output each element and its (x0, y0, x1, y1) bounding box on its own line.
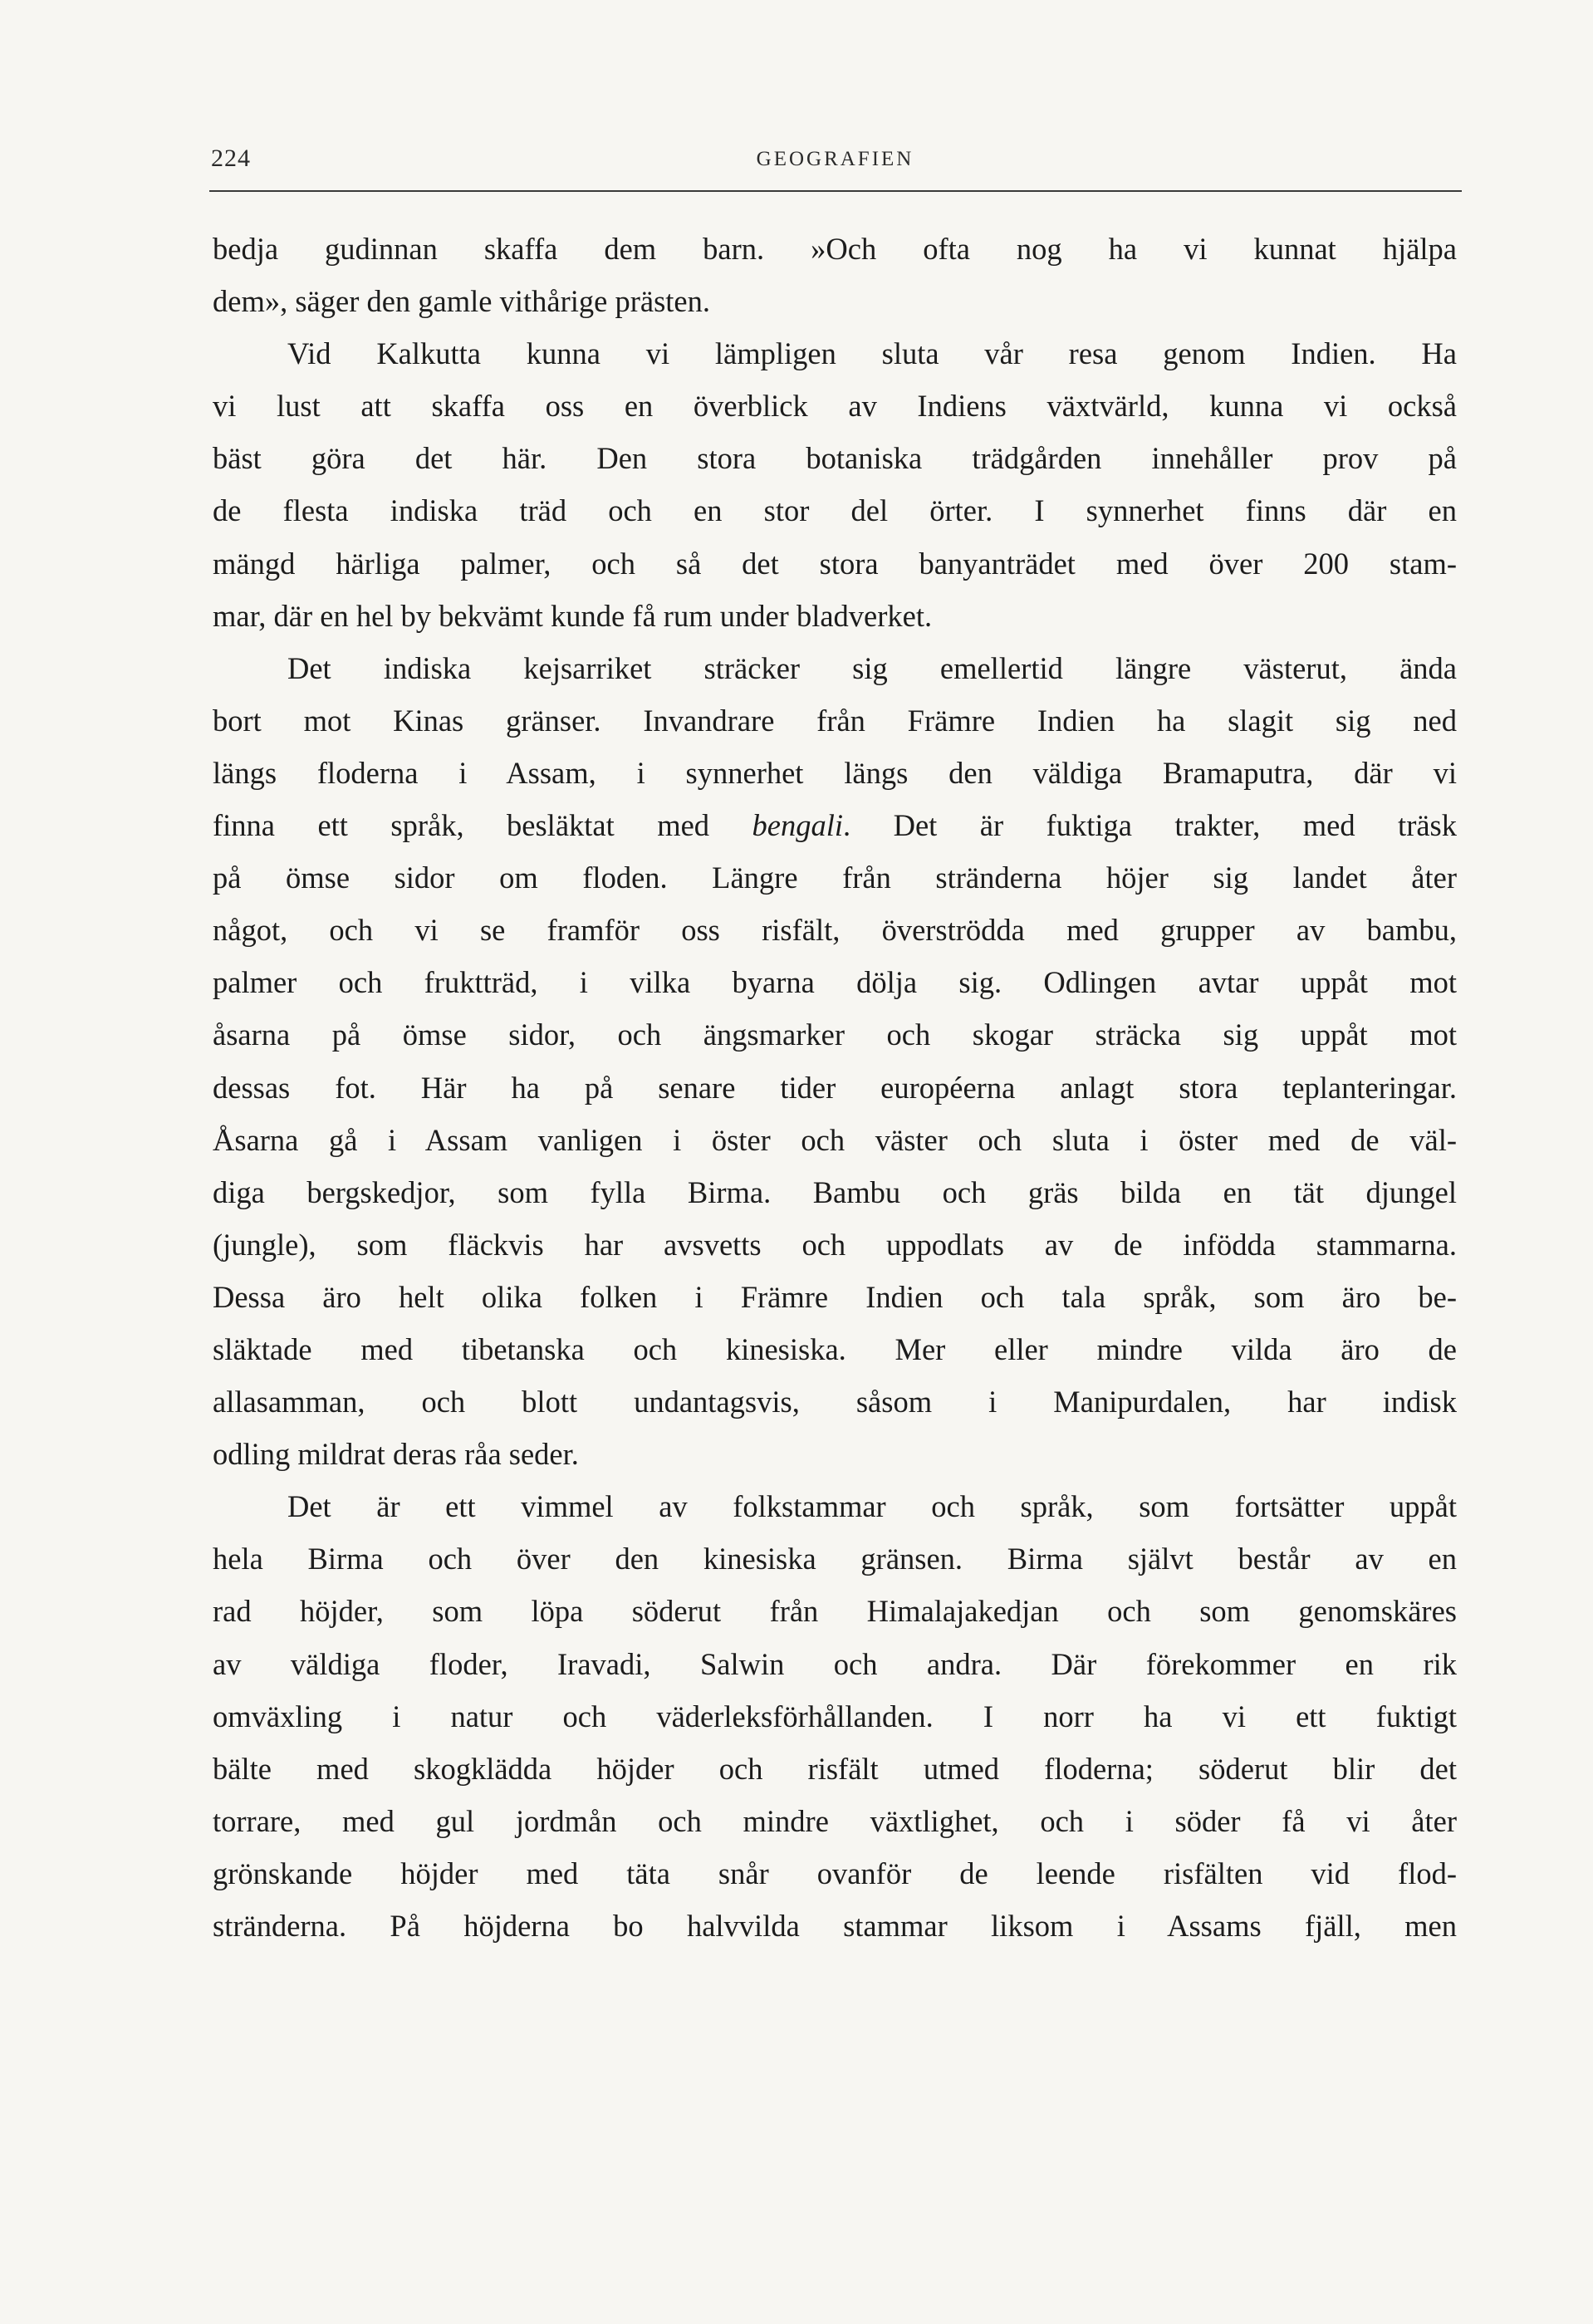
text-line: mar, där en hel by bekvämt kunde få rum under bladverket. (213, 598, 933, 633)
text-line: odling mildrat deras råa seder. (213, 1437, 579, 1472)
page-number: 224 (211, 145, 251, 172)
text-line: stränderna. På höjderna bo halvvilda stammar liksom i Assams fjäll, men (213, 1909, 1457, 1943)
italic-term: bengali (752, 808, 843, 843)
text-line: mängd härliga palmer, och så det stora banyanträdet med över 200 stam- (213, 546, 1457, 581)
text-line: vi lust att skaffa oss en överblick av Indiens växtvärld, kunna vi också (213, 389, 1457, 424)
text-line: hela Birma och över den kinesiska gränsen. Birma självt består av en (213, 1542, 1457, 1576)
text-line: dem», säger den gamle vithårige prästen. (213, 284, 710, 319)
text-line: längs floderna i Assam, i synnerhet längs den väldiga Bramaputra, där vi (213, 755, 1457, 790)
text-line: bäst göra det här. Den stora botaniska trädgården innehåller prov på (213, 441, 1457, 476)
text-line: bälte med skogklädda höjder och risfält utmed floderna; söderut blir det (213, 1751, 1457, 1786)
text-segment: finna ett språk, besläktat med (213, 808, 752, 843)
text-line: åsarna på ömse sidor, och ängsmarker och skogar sträcka sig uppåt mot (213, 1017, 1457, 1052)
text-segment: . Det är fuktiga trakter, med träsk (843, 808, 1458, 843)
text-line: Åsarna gå i Assam vanligen i öster och väster och sluta i öster med de väl- (213, 1122, 1457, 1157)
text-line: allasamman, och blott undantagsvis, såsom i Manipurdalen, har indisk (213, 1385, 1457, 1419)
text-line: palmer och fruktträd, i vilka byarna dölja sig. Odlingen avtar uppåt mot (213, 965, 1457, 1000)
text-line (213, 799, 1457, 851)
running-head: GEOGRAFIEN (756, 148, 914, 170)
text-line: grönskande höjder med täta snår ovanför de leende risfälten vid flod- (213, 1856, 1457, 1890)
text-line: (jungle), som fläckvis har avsvetts och uppodlats av de infödda stammarna. (213, 1227, 1457, 1262)
header-rule (209, 190, 1462, 192)
text-line: Dessa äro helt olika folken i Främre Indien och tala språk, som äro be- (213, 1279, 1457, 1314)
text-line: på ömse sidor om floden. Längre från stränderna höjer sig landet åter (213, 860, 1457, 895)
text-line: torrare, med gul jordmån och mindre växtlighet, och i söder få vi åter (213, 1803, 1457, 1838)
text-line: Det indiska kejsarriket sträcker sig emellertid längre västerut, ända (287, 650, 1457, 685)
text-line: av väldiga floder, Iravadi, Salwin och andra. Där förekommer en rik (213, 1646, 1457, 1681)
text-line: bort mot Kinas gränser. Invandrare från Främre Indien ha slagit sig ned (213, 703, 1457, 738)
text-line: rad höjder, som löpa söderut från Himalajakedjan och som genomskäres (213, 1594, 1457, 1629)
text-line: omväxling i natur och väderleksförhållanden. I norr ha vi ett fuktigt (213, 1699, 1457, 1733)
body-text (213, 223, 1457, 1952)
text-line: diga bergskedjor, som fylla Birma. Bambu och gräs bilda en tät djungel (213, 1174, 1457, 1209)
text-line: något, och vi se framför oss risfält, överströdda med grupper av bambu, (213, 913, 1457, 948)
text-line: Det är ett vimmel av folkstammar och språk, som fortsätter uppåt (287, 1489, 1457, 1524)
text-line: de flesta indiska träd och en stor del örter. I synnerhet finns där en (213, 493, 1457, 528)
text-line: dessas fot. Här ha på senare tider européerna anlagt stora teplanteringar. (213, 1070, 1457, 1105)
text-line: Vid Kalkutta kunna vi lämpligen sluta vår resa genom Indien. Ha (287, 336, 1457, 371)
text-line: släktade med tibetanska och kinesiska. Mer eller mindre vilda äro de (213, 1331, 1457, 1366)
text-line: bedja gudinnan skaffa dem barn. »Och ofta nog ha vi kunnat hjälpa (213, 232, 1457, 266)
page-header (211, 145, 1459, 186)
